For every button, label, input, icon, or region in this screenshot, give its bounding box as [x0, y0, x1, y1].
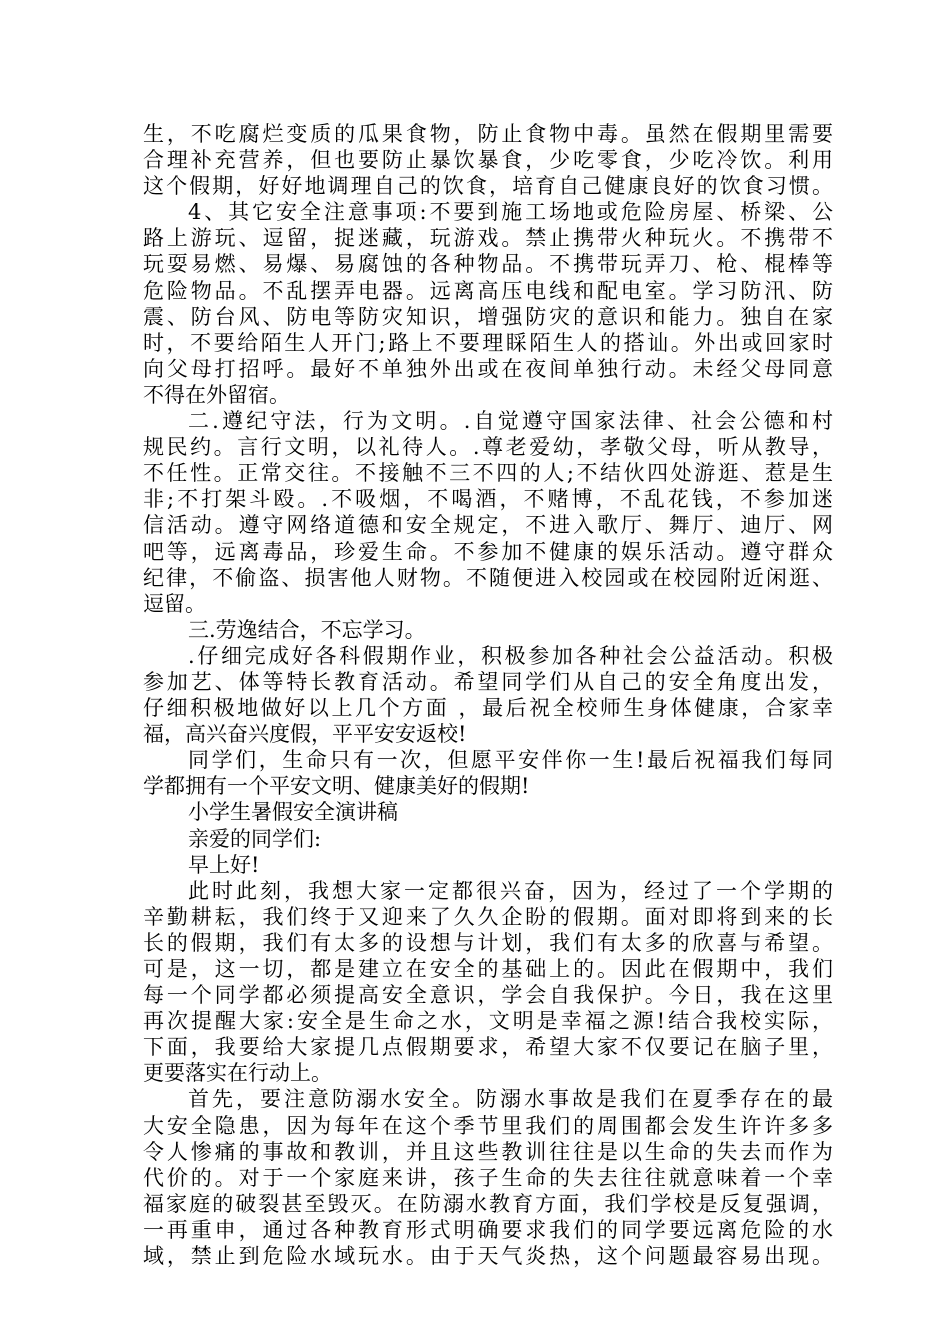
text-line: 生，不吃腐烂变质的瓜果食物，防止食物中毒。虽然在假期里需要	[143, 122, 833, 146]
text-line: 二.遵纪守法，行为文明。.自觉遵守国家法律、社会公德和村	[188, 409, 833, 434]
text-line: 下面，我要给大家提几点假期要求，希望大家不仅要记在脑子里，	[143, 1035, 833, 1060]
text-line: 早上好!	[188, 852, 260, 877]
text-line: 再次提醒大家:安全是生命之水，文明是幸福之源!结合我校实际，	[143, 1009, 833, 1034]
text-line: 玩耍易燃、易爆、易腐蚀的各种物品。不携带玩弄刀、枪、棍棒等	[143, 252, 833, 277]
text-line: 此时此刻，我想大家一定都很兴奋，因为，经过了一个学期的	[188, 878, 833, 903]
text-line: 非;不打架斗殴。.不吸烟，不喝酒，不赌博，不乱花钱，不参加迷	[143, 487, 833, 512]
text-line: 福，高兴奋兴度假，平平安安返校!	[143, 722, 467, 747]
text-line: 每一个同学都必须提高安全意识，学会自我保护。今日，我在这里	[143, 983, 833, 1008]
text-line: 仔细积极地做好以上几个方面 ，最后祝全校师生身体健康，合家幸	[143, 696, 833, 721]
text-line: 小学生暑假安全演讲稿	[188, 800, 398, 825]
text-line: 时，不要给陌生人开门;路上不要理睬陌生人的搭讪。外出或回家时	[143, 330, 833, 355]
text-line: 大安全隐患，因为每年在这个季节里我们的周围都会发生许许多多	[143, 1113, 833, 1138]
text-line: 可是，这一切，都是建立在安全的基础上的。因此在假期中，我们	[143, 957, 833, 981]
text-line: 一再重申，通过各种教育形式明确要求我们的同学要远离危险的水	[143, 1217, 833, 1242]
text-line: 4、其它安全注意事项:不要到施工场地或危险房屋、桥梁、公	[188, 200, 833, 225]
text-line: 三.劳逸结合，不忘学习。	[188, 617, 426, 642]
text-line: 规民约。言行文明，以礼待人。.尊老爱幼，孝敬父母，听从教导，	[143, 435, 833, 460]
text-line: 路上游玩、逗留，捉迷藏，玩游戏。禁止携带火种玩火。不携带不	[143, 226, 833, 251]
text-line: 这个假期，好好地调理自己的饮食，培育自己健康良好的饮食习惯。	[143, 174, 833, 199]
text-line: 长的假期，我们有太多的设想与计划，我们有太多的欣喜与希望。	[143, 930, 833, 955]
text-line: .仔细完成好各科假期作业，积极参加各种社会公益活动。积极	[188, 643, 833, 668]
text-line: 令人惨痛的事故和教训，并且这些教训往往是以生命的失去而作为	[143, 1139, 833, 1164]
text-line: 震、防台风、防电等防灾知识，增强防灾的意识和能力。独自在家	[143, 304, 833, 329]
text-line: 不任性。正常交往。不接触不三不四的人;不结伙四处游逛、惹是生	[143, 461, 833, 486]
text-line: 危险物品。不乱摆弄电器。远离高压电线和配电室。学习防汛、防	[143, 278, 833, 303]
text-line: 福家庭的破裂甚至毁灭。在防溺水教育方面，我们学校是反复强调，	[143, 1191, 833, 1216]
document-body	[143, 121, 833, 1269]
text-line: 亲爱的同学们:	[188, 826, 322, 851]
text-line: 代价的。对于一个家庭来讲，孩子生命的失去往往就意味着一个幸	[143, 1165, 833, 1190]
text-line: 辛勤耕耘，我们终于又迎来了久久企盼的假期。面对即将到来的长	[143, 904, 833, 929]
text-line: 向父母打招呼。最好不单独外出或在夜间单独行动。未经父母同意	[143, 356, 833, 381]
text-line: 纪律，不偷盗、损害他人财物。不随便进入校园或在校园附近闲逛、	[143, 565, 833, 590]
text-line: 域，禁止到危险水域玩水。由于天气炎热，这个问题最容易出现。	[143, 1244, 833, 1269]
text-line: 学都拥有一个平安文明、健康美好的假期!	[143, 774, 530, 799]
text-line: 首先，要注意防溺水安全。防溺水事故是我们在夏季存在的最	[188, 1087, 833, 1112]
text-line: 信活动。遵守网络道德和安全规定，不进入歌厅、舞厅、迪厅、网	[143, 513, 833, 538]
text-line: 更要落实在行动上。	[143, 1061, 332, 1086]
text-line: 合理补充营养，但也要防止暴饮暴食，少吃零食，少吃冷饮。利用	[143, 148, 833, 173]
text-line: 参加艺、体等特长教育活动。希望同学们从自己的安全角度出发，	[143, 669, 833, 694]
text-line: 同学们，生命只有一次，但愿平安伴你一生!最后祝福我们每同	[188, 748, 833, 773]
text-line: 逗留。	[143, 591, 206, 616]
text-line: 不得在外留宿。	[143, 382, 290, 407]
text-line: 吧等，远离毒品，珍爱生命。不参加不健康的娱乐活动。遵守群众	[143, 539, 833, 564]
